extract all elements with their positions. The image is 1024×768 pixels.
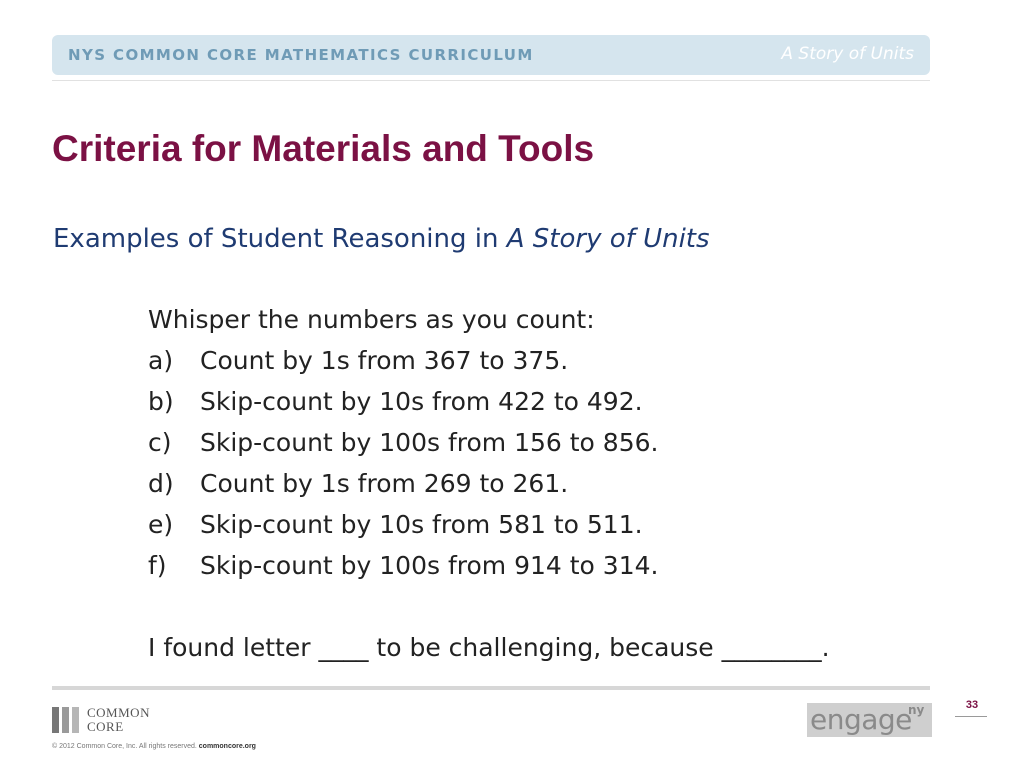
engageny-logo (807, 703, 932, 737)
header-bar (52, 35, 930, 75)
list-item (148, 545, 830, 586)
engage-word: engage (810, 703, 912, 736)
list-item (148, 422, 830, 463)
module-label: A Story of Units (781, 44, 914, 64)
copyright-notice (52, 743, 256, 750)
page-number: 33 (965, 699, 979, 711)
page-number-underline (955, 716, 987, 717)
slide-subtitle (53, 224, 710, 254)
slide-body (148, 299, 830, 668)
list-marker: d) (148, 469, 174, 498)
list-item-text: Count by 1s from 367 to 375. (200, 346, 569, 375)
common-core-logo (52, 706, 150, 734)
list-marker: c) (148, 428, 172, 457)
list-item-text: Skip-count by 10s from 422 to 492. (200, 387, 643, 416)
list-marker: a) (148, 346, 174, 375)
header-divider (52, 80, 930, 81)
list-marker: f) (148, 551, 167, 580)
logo-line-1: COMMON (87, 705, 150, 720)
logo-bars-icon (52, 707, 79, 733)
prompt-line: Whisper the numbers as you count: (148, 305, 595, 334)
list-item-text: Skip-count by 100s from 156 to 856. (200, 428, 659, 457)
list-item (148, 463, 830, 504)
logo-line-2: CORE (87, 719, 124, 734)
list-marker: e) (148, 510, 174, 539)
copyright-link[interactable]: commoncore.org (198, 743, 256, 750)
list-item-text: Skip-count by 10s from 581 to 511. (200, 510, 643, 539)
curriculum-label: NYS COMMON CORE MATHEMATICS CURRICULUM (68, 46, 534, 64)
subtitle-emphasis: A Story of Units (506, 224, 710, 254)
list-item (148, 340, 830, 381)
list-marker: b) (148, 387, 174, 416)
logo-text (87, 706, 150, 734)
copyright-text: © 2012 Common Core, Inc. All rights reserved. (52, 743, 199, 750)
closing-line: I found letter ____ to be challenging, because ________. (148, 633, 830, 662)
subtitle-prefix: Examples of Student Reasoning in (53, 224, 507, 254)
slide-title: Criteria for Materials and Tools (52, 128, 595, 169)
engage-superscript: ny (908, 703, 925, 717)
list-item-text: Count by 1s from 269 to 261. (200, 469, 569, 498)
footer-divider (52, 686, 930, 690)
list-item-text: Skip-count by 100s from 914 to 314. (200, 551, 659, 580)
list-item (148, 504, 830, 545)
list-item (148, 381, 830, 422)
